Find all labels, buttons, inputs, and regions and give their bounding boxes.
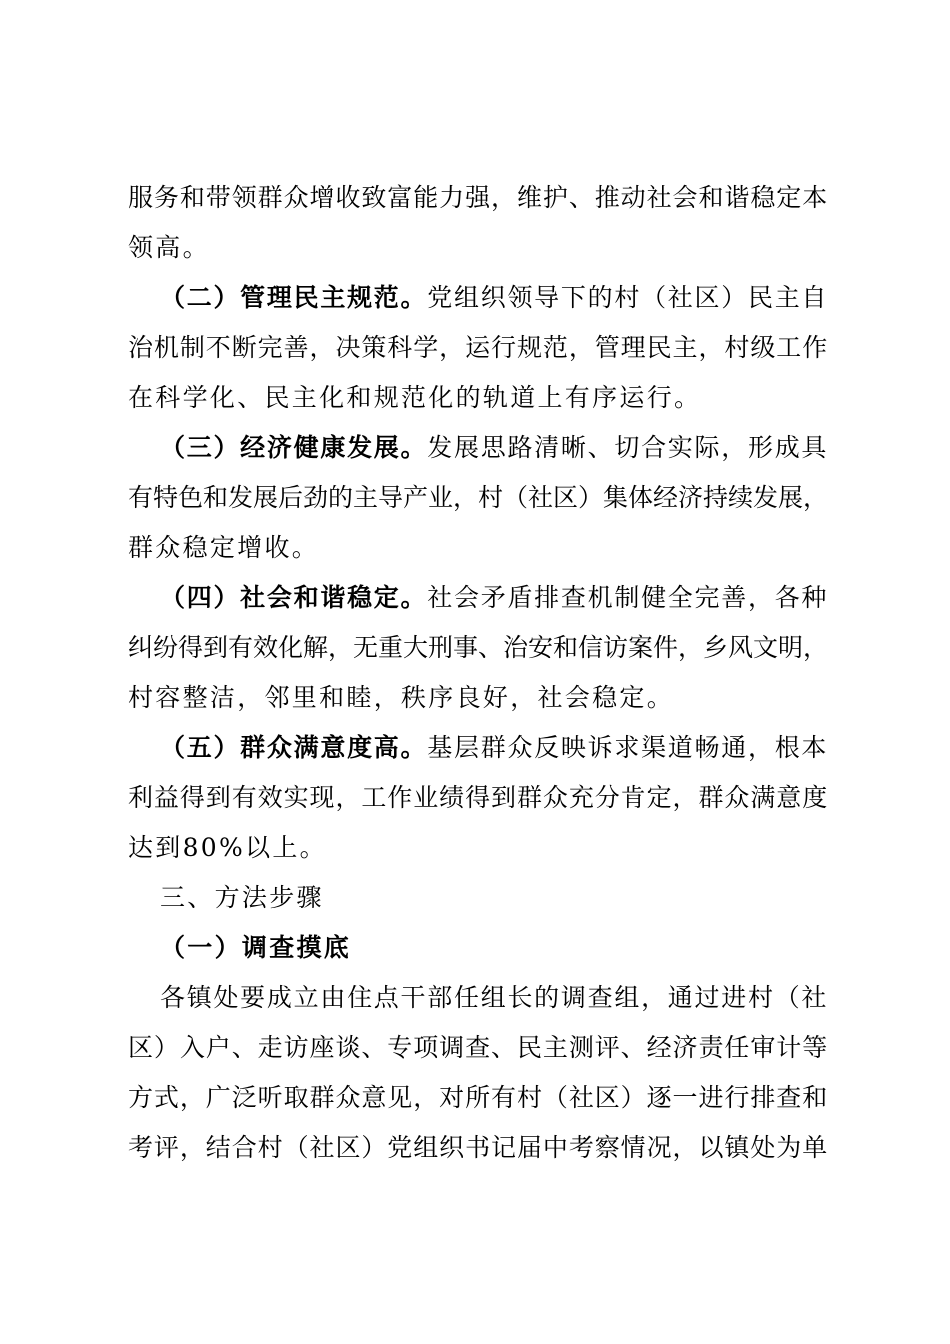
paragraph-line: 有特色和发展后劲的主导产业，村（社区）集体经济持续发展， xyxy=(128,483,828,512)
section-heading: （二）管理民主规范。 xyxy=(160,283,428,312)
paragraph-line: 各镇处要成立由住点干部任组长的调查组，通过进村（社 xyxy=(160,983,828,1012)
paragraph-line: 村容整洁，邻里和睦，秩序良好，社会稳定。 xyxy=(128,683,675,712)
paragraph-line: （四）社会和谐稳定。社会矛盾排查机制健全完善，各种 xyxy=(160,583,828,612)
paragraph-line: （三）经济健康发展。发展思路清晰、切合实际，形成具 xyxy=(160,433,828,462)
paragraph-line: 利益得到有效实现，工作业绩得到群众充分肯定，群众满意度 xyxy=(128,783,828,812)
paragraph-line: 达到80%以上。 xyxy=(128,833,327,862)
paragraph-line: 考评，结合村（社区）党组织书记届中考察情况，以镇处为单 xyxy=(128,1133,828,1162)
paragraph-line: 治机制不断完善，决策科学，运行规范，管理民主，村级工作 xyxy=(128,333,828,362)
section-heading: （四）社会和谐稳定。 xyxy=(160,583,428,612)
paragraph-line: 在科学化、民主化和规范化的轨道上有序运行。 xyxy=(128,383,702,412)
paragraph-line: 服务和带领群众增收致富能力强，维护、推动社会和谐稳定本 xyxy=(128,183,828,212)
section-heading: （三）经济健康发展。 xyxy=(160,433,428,462)
paragraph-line: 领高。 xyxy=(128,233,210,262)
paragraph-line: （五）群众满意度高。基层群众反映诉求渠道畅通，根本 xyxy=(160,733,828,762)
paragraph-line: 群众稳定增收。 xyxy=(128,533,320,562)
paragraph-line: 区）入户、走访座谈、专项调查、民主测评、经济责任审计等 xyxy=(128,1033,828,1062)
subsection-title: （一）调查摸底 xyxy=(160,933,352,962)
paragraph-line: 纠纷得到有效化解，无重大刑事、治安和信访案件，乡风文明， xyxy=(128,633,828,662)
section-heading: （五）群众满意度高。 xyxy=(160,733,428,762)
paragraph-line: （二）管理民主规范。党组织领导下的村（社区）民主自 xyxy=(160,283,828,312)
paragraph-line: 方式，广泛听取群众意见，对所有村（社区）逐一进行排查和 xyxy=(128,1083,828,1112)
section-title: 三、方法步骤 xyxy=(160,883,324,912)
